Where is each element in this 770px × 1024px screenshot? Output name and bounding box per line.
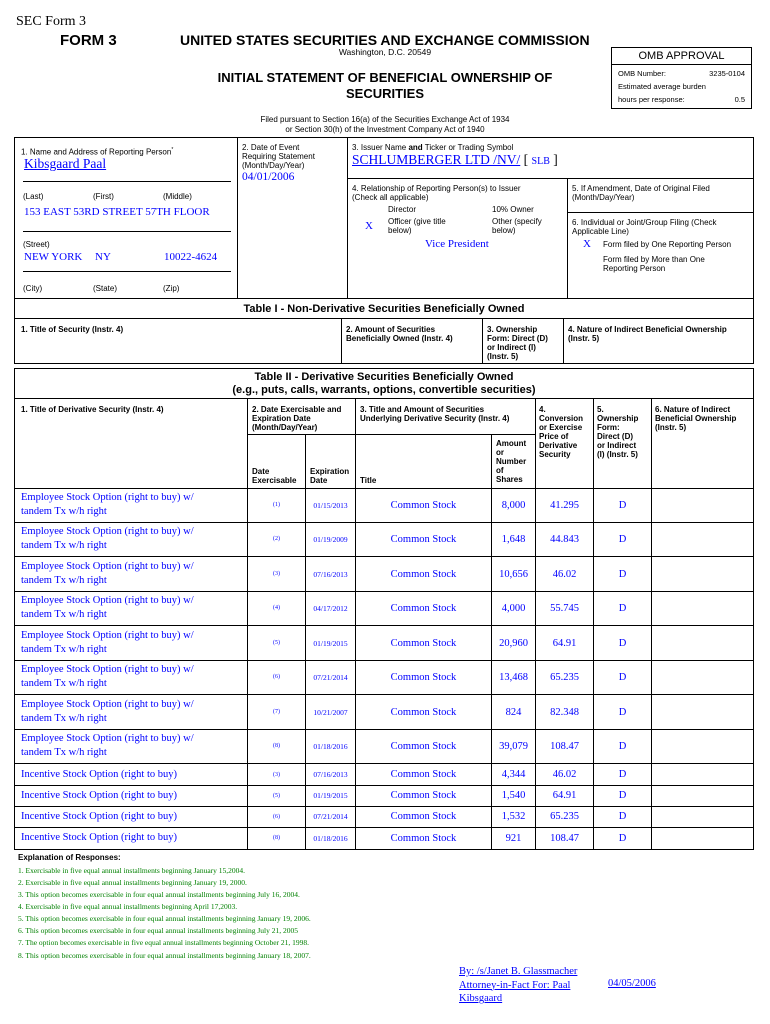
table2-title	[14, 368, 754, 399]
box3-label-and: and	[408, 143, 423, 152]
omb-number-row	[612, 67, 751, 80]
derivative-title	[15, 626, 248, 660]
date-exercisable[interactable]: (5)	[248, 626, 306, 660]
other-label	[492, 217, 542, 235]
table2-col5-l2: Ownership	[597, 414, 639, 423]
zip-value: 10022-4624	[164, 251, 218, 263]
box1-label-text: 1. Name and Address of Reporting Person	[21, 147, 172, 157]
state-value: NY	[95, 251, 111, 263]
table2-col6-l3: (Instr. 5)	[655, 423, 687, 432]
expiration-date: 01/18/2016	[306, 827, 356, 849]
box6-label-l1: 6. Individual or Joint/Group Filing (Check	[572, 218, 717, 227]
derivative-title	[15, 591, 248, 625]
explanation-heading: Explanation of Responses:	[18, 853, 121, 862]
table-row	[14, 557, 754, 592]
derivative-title-l1: Employee Stock Option (right to buy) w/	[21, 526, 194, 537]
other-label-l2: below)	[492, 226, 516, 235]
underlying-title: Common Stock	[356, 660, 492, 694]
ownership-form: D	[594, 557, 652, 591]
box2-label-l3: (Month/Day/Year)	[242, 161, 305, 170]
exercise-price: 41.295	[536, 488, 594, 522]
table2-col2-l3: (Month/Day/Year)	[252, 423, 318, 432]
footnote-6: 6. This option becomes exercisable in four equal annual installments beginning July 21, 2005	[18, 926, 299, 935]
expiration-date: 01/19/2009	[306, 522, 356, 556]
footnote-7: 7. The option becomes exercisable in five equal annual installments beginning October 21, 1998.	[18, 938, 310, 947]
middle-label: (Middle)	[163, 192, 192, 201]
table2-col3	[360, 405, 509, 423]
derivative-title-l1: Employee Stock Option (right to buy) w/	[21, 492, 194, 503]
date-exercisable[interactable]: (3)	[248, 764, 306, 785]
table2-col4-l3: or Exercise	[539, 423, 583, 432]
street-value: 153 EAST 53RD STREET 57TH FLOOR	[24, 206, 210, 218]
derivative-title-l1: Employee Stock Option (right to buy) w/	[21, 699, 194, 710]
table2-title-l2: (e.g., puts, calls, warrants, options, convertible securities)	[232, 384, 536, 396]
table1-col1: 1. Title of Security (Instr. 4)	[21, 325, 124, 334]
filed-pursuant-line1: Filed pursuant to Section 16(a) of the Securities Exchange Act of 1934	[260, 115, 510, 124]
expiration-date: 10/21/2007	[306, 695, 356, 729]
box5-label-l2: (Month/Day/Year)	[572, 193, 635, 202]
table2-col4-l2: Conversion	[539, 414, 584, 423]
table-row	[14, 827, 754, 850]
form-title-line2: SECURITIES	[345, 86, 424, 101]
expiration-date: 07/16/2013	[306, 764, 356, 785]
table2-col4-l1: 4.	[539, 405, 546, 414]
zip-label: (Zip)	[163, 284, 180, 293]
table-row	[14, 591, 754, 626]
expiration-l1: Expiration	[310, 467, 350, 476]
box5-label-l1: 5. If Amendment, Date of Original Filed	[572, 184, 710, 193]
director-label: Director	[388, 205, 417, 214]
filed-pursuant-line2: or Section 30(h) of the Investment Company Act of 1940	[285, 125, 485, 134]
street-label: (Street)	[23, 240, 50, 249]
ticker-bracket-open: [	[523, 152, 529, 167]
table2-col2-l2: Expiration Date	[252, 414, 311, 423]
nature-indirect	[652, 729, 754, 763]
amount-l1: Amount	[496, 439, 527, 448]
table2-col5-l1: 5.	[597, 405, 604, 414]
footnote-1: 1. Exercisable in five equal annual installments beginning January 15,2004.	[18, 866, 246, 875]
signature-line3: Kibsgaard	[459, 993, 503, 1004]
table2-col2-expiration	[310, 467, 349, 485]
underlying-title: Common Stock	[356, 488, 492, 522]
table2-col5-l4: Direct (D)	[597, 432, 634, 441]
table1-col4	[568, 325, 727, 343]
table1-col3-l3: or Indirect (I)	[487, 343, 536, 352]
exercise-price: 64.91	[536, 785, 594, 806]
first-label: (First)	[93, 192, 114, 201]
table2-col5-l6: (I) (Instr. 5)	[597, 450, 638, 459]
underlying-title: Common Stock	[356, 827, 492, 849]
footnote-5: 5. This option becomes exercisable in four equal annual installments beginning January 19, 2006.	[18, 914, 311, 923]
date-exercisable[interactable]: (8)	[248, 827, 306, 849]
exercise-price: 46.02	[536, 764, 594, 785]
amount-l5: Shares	[496, 475, 523, 484]
nature-indirect	[652, 764, 754, 785]
signature-line2: Attorney-in-Fact For: Paal	[459, 979, 571, 991]
table1-col3-l1: 3. Ownership	[487, 325, 538, 334]
footnote-2: 2. Exercisable in five equal annual installments beginning January 19, 2000.	[18, 878, 247, 887]
table2-col3-title: Title	[360, 476, 377, 485]
derivative-title-l2: tandem Tx w/h right	[21, 609, 107, 620]
box2-label	[242, 143, 315, 170]
form-title	[190, 70, 580, 102]
derivative-title-l1: Employee Stock Option (right to buy) w/	[21, 733, 194, 744]
footnote-3: 3. This option becomes exercisable in four equal annual installments beginning July 16, 2004.	[18, 890, 300, 899]
nature-indirect	[652, 626, 754, 660]
derivative-title-l2: tandem Tx w/h right	[21, 747, 107, 758]
omb-hours-row	[612, 93, 751, 106]
table-row	[14, 764, 754, 786]
ownership-form: D	[594, 591, 652, 625]
derivative-title-l1: Employee Stock Option (right to buy) w/	[21, 630, 194, 641]
underlying-amount: 921	[492, 827, 536, 849]
table2-col2	[252, 405, 341, 432]
ownership-form: D	[594, 764, 652, 785]
ownership-form: D	[594, 729, 652, 763]
date-exercisable[interactable]: (8)	[248, 729, 306, 763]
underlying-amount: 10,656	[492, 557, 536, 591]
table1-header	[14, 318, 754, 364]
box6-label-l2: Applicable Line)	[572, 227, 629, 236]
underlying-amount: 13,468	[492, 660, 536, 694]
table1-col3-l2: Form: Direct (D)	[487, 334, 548, 343]
date-exercisable[interactable]: (4)	[248, 591, 306, 625]
agency-location: Washington, D.C. 20549	[338, 47, 432, 57]
table2-header	[14, 398, 754, 489]
table2-title-l1: Table II - Derivative Securities Beneficially Owned	[254, 371, 514, 383]
underlying-amount: 1,648	[492, 522, 536, 556]
box1-asterisk: *	[171, 147, 174, 153]
underlying-title: Common Stock	[356, 591, 492, 625]
table2-col6-l2: Beneficial Ownership	[655, 414, 737, 423]
omb-approval-box	[611, 47, 752, 109]
derivative-title-l2: tandem Tx w/h right	[21, 506, 107, 517]
derivative-title-l2: tandem Tx w/h right	[21, 575, 107, 586]
one-person-checkbox-mark[interactable]: X	[583, 238, 591, 250]
table-row	[14, 626, 754, 661]
ownership-form: D	[594, 827, 652, 849]
derivative-title-l2: tandem Tx w/h right	[21, 678, 107, 689]
exercise-price: 65.235	[536, 660, 594, 694]
table-row	[14, 488, 754, 523]
box3-label-pre: 3. Issuer Name	[352, 143, 409, 152]
table2-col3-l1: 3. Title and Amount of Securities	[360, 405, 485, 414]
expiration-l2: Date	[310, 476, 328, 485]
expiration-date: 01/19/2015	[306, 626, 356, 660]
ticker-symbol: SLB	[531, 156, 550, 167]
omb-number-label: OMB Number:	[618, 69, 666, 78]
nature-indirect	[652, 785, 754, 806]
table2-col2-l1: 2. Date Exercisable and	[252, 405, 342, 414]
omb-hours-value: 0.5	[734, 95, 745, 104]
expiration-date: 01/15/2013	[306, 488, 356, 522]
more-persons-label	[603, 255, 705, 273]
derivative-title: Incentive Stock Option (right to buy)	[15, 806, 248, 827]
underlying-amount: 20,960	[492, 626, 536, 660]
box4-label-l2: (Check all applicable)	[352, 193, 429, 202]
date-exercisable[interactable]: (2)	[248, 522, 306, 556]
date-exercisable[interactable]: (7)	[248, 695, 306, 729]
underlying-amount: 1,532	[492, 806, 536, 827]
table2-col5	[597, 405, 638, 459]
table1-title: Table I - Non-Derivative Securities Beneficially Owned	[14, 299, 754, 319]
amount-l4: of	[496, 466, 504, 475]
more-persons-label-l1: Form filed by More than One	[603, 255, 705, 264]
box2-label-l2: Requiring Statement	[242, 152, 315, 161]
derivative-title-l2: tandem Tx w/h right	[21, 644, 107, 655]
table1-col2	[346, 325, 453, 343]
date-exercisable[interactable]: (5)	[248, 785, 306, 806]
expiration-date: 01/18/2016	[306, 729, 356, 763]
box4-label-l1: 4. Relationship of Reporting Person(s) to Issuer	[352, 184, 521, 193]
form-number: FORM 3	[60, 32, 117, 49]
underlying-title: Common Stock	[356, 764, 492, 785]
underlying-amount: 39,079	[492, 729, 536, 763]
underlying-title: Common Stock	[356, 522, 492, 556]
form-title-line1: INITIAL STATEMENT OF BENEFICIAL OWNERSHIP OF	[217, 70, 553, 85]
derivative-title	[15, 557, 248, 591]
nature-indirect	[652, 488, 754, 522]
ticker-bracket-close: ]	[553, 152, 558, 167]
derivative-title	[15, 695, 248, 729]
box5-label	[572, 184, 710, 202]
footnote-4: 4. Exercisable in five equal annual installments beginning April 17,2003.	[18, 902, 238, 911]
state-label: (State)	[93, 284, 118, 293]
officer-checkbox-mark[interactable]: X	[365, 220, 373, 232]
ten-pct-owner-label: 10% Owner	[492, 205, 534, 214]
table-row	[14, 522, 754, 557]
date-exercisable[interactable]: (3)	[248, 557, 306, 591]
table2-col2-date-exercisable	[252, 467, 296, 485]
other-label-l1: Other (specify	[492, 217, 542, 226]
table2-col4	[539, 405, 583, 459]
omb-number-value: 3235-0104	[709, 69, 745, 78]
exercise-price: 55.745	[536, 591, 594, 625]
exercise-price: 108.47	[536, 827, 594, 849]
table2-col4-l5: Derivative	[539, 441, 578, 450]
table-row	[14, 729, 754, 764]
date-exercisable[interactable]: (6)	[248, 806, 306, 827]
omb-approval-title: OMB APPROVAL	[612, 48, 751, 65]
table-row	[14, 806, 754, 828]
amount-l2: or	[496, 448, 504, 457]
underlying-title: Common Stock	[356, 806, 492, 827]
ownership-form: D	[594, 806, 652, 827]
more-persons-label-l2: Reporting Person	[603, 264, 666, 273]
table2-col5-l5: or Indirect	[597, 441, 637, 450]
city-label: (City)	[23, 284, 43, 293]
nature-indirect	[652, 806, 754, 827]
date-exercisable[interactable]: (1)	[248, 488, 306, 522]
nature-indirect	[652, 660, 754, 694]
officer-title: Vice President	[425, 238, 489, 250]
one-person-label: Form filed by One Reporting Person	[603, 240, 732, 249]
nature-indirect	[652, 557, 754, 591]
nature-indirect	[652, 522, 754, 556]
nature-indirect	[652, 695, 754, 729]
amount-l3: Number	[496, 457, 527, 466]
table2-col4-l4: Price of	[539, 432, 569, 441]
omb-burden-row	[612, 80, 751, 93]
event-date: 04/01/2006	[242, 171, 295, 183]
underlying-amount: 8,000	[492, 488, 536, 522]
box4-label	[352, 184, 521, 202]
nature-indirect	[652, 827, 754, 849]
omb-burden-label: Estimated average burden	[618, 82, 706, 91]
box3-label-post: Ticker or Trading Symbol	[422, 143, 514, 152]
underlying-amount: 1,540	[492, 785, 536, 806]
ownership-form: D	[594, 660, 652, 694]
city-value: NEW YORK	[24, 251, 83, 263]
exercise-price: 64.91	[536, 626, 594, 660]
exercise-price: 108.47	[536, 729, 594, 763]
date-exercisable[interactable]: (6)	[248, 660, 306, 694]
table1-col2-l1: 2. Amount of Securities	[346, 325, 436, 334]
underlying-amount: 4,000	[492, 591, 536, 625]
underlying-title: Common Stock	[356, 626, 492, 660]
table2-col5-l3: Form:	[597, 423, 620, 432]
nature-indirect	[652, 591, 754, 625]
omb-hours-label: hours per response:	[618, 95, 685, 104]
exercise-price: 82.348	[536, 695, 594, 729]
reporting-person-name[interactable]: Kibsgaard Paal	[24, 156, 107, 171]
table-row	[14, 785, 754, 807]
table-row	[14, 695, 754, 730]
date-exercisable-l2: Exercisable	[252, 476, 297, 485]
expiration-date: 04/17/2012	[306, 591, 356, 625]
derivative-title	[15, 522, 248, 556]
derivative-title-l2: tandem Tx w/h right	[21, 713, 107, 724]
table1-col4-l2: (Instr. 5)	[568, 334, 600, 343]
expiration-date: 07/16/2013	[306, 557, 356, 591]
signature-block	[459, 965, 577, 1006]
last-label: (Last)	[23, 192, 44, 201]
derivative-title-l2: tandem Tx w/h right	[21, 540, 107, 551]
sec-form-label: SEC Form 3	[16, 14, 87, 29]
expiration-date: 01/19/2015	[306, 785, 356, 806]
underlying-title: Common Stock	[356, 729, 492, 763]
table1-col2-l2: Beneficially Owned (Instr. 4)	[346, 334, 453, 343]
derivative-title	[15, 729, 248, 763]
derivative-title: Incentive Stock Option (right to buy)	[15, 785, 248, 806]
derivative-title: Incentive Stock Option (right to buy)	[15, 764, 248, 785]
table1-col3-l4: (Instr. 5)	[487, 352, 519, 361]
ownership-form: D	[594, 626, 652, 660]
ownership-form: D	[594, 785, 652, 806]
date-exercisable-l1: Date	[252, 467, 270, 476]
derivative-title-l1: Employee Stock Option (right to buy) w/	[21, 595, 194, 606]
table2-col3-l2: Underlying Derivative Security (Instr. 4)	[360, 414, 510, 423]
underlying-title: Common Stock	[356, 557, 492, 591]
ownership-form: D	[594, 488, 652, 522]
officer-label-l1: Officer (give title	[388, 217, 446, 226]
expiration-date: 07/21/2014	[306, 660, 356, 694]
filed-pursuant	[190, 115, 580, 135]
box2-label-l1: 2. Date of Event	[242, 143, 300, 152]
exercise-price: 65.235	[536, 806, 594, 827]
expiration-date: 07/21/2014	[306, 806, 356, 827]
underlying-amount: 824	[492, 695, 536, 729]
table2-col1: 1. Title of Derivative Security (Instr. 4)	[21, 405, 164, 414]
table1-col4-l1: 4. Nature of Indirect Beneficial Ownership	[568, 325, 727, 334]
issuer-name[interactable]: SCHLUMBERGER LTD /NV/	[352, 152, 521, 167]
box6-label	[572, 218, 717, 236]
table-row	[14, 660, 754, 695]
table2-col6	[655, 405, 736, 432]
officer-label	[388, 217, 446, 235]
agency-name: UNITED STATES SECURITIES AND EXCHANGE COMMISSION	[180, 32, 590, 48]
ownership-form: D	[594, 695, 652, 729]
underlying-title: Common Stock	[356, 695, 492, 729]
officer-label-l2: below)	[388, 226, 412, 235]
exercise-price: 44.843	[536, 522, 594, 556]
derivative-title	[15, 488, 248, 522]
signature-line1: By: /s/Janet B. Glassmacher	[459, 966, 578, 977]
derivative-title: Incentive Stock Option (right to buy)	[15, 827, 248, 849]
underlying-title: Common Stock	[356, 785, 492, 806]
derivative-title-l1: Employee Stock Option (right to buy) w/	[21, 561, 194, 572]
underlying-amount: 4,344	[492, 764, 536, 785]
table2-col4-l6: Security	[539, 450, 571, 459]
ownership-form: D	[594, 522, 652, 556]
reporting-info-box	[14, 137, 754, 299]
signature-date: 04/05/2006	[608, 978, 656, 989]
derivative-title	[15, 660, 248, 694]
issuer-line	[352, 152, 558, 168]
exercise-price: 46.02	[536, 557, 594, 591]
derivative-title-l1: Employee Stock Option (right to buy) w/	[21, 664, 194, 675]
table1-col3	[487, 325, 548, 361]
box3-label	[352, 143, 513, 152]
table2-col3-amount	[496, 439, 526, 484]
footnote-8: 8. This option becomes exercisable in four equal annual installments beginning January 18, 2007.	[18, 951, 311, 960]
table2-col6-l1: 6. Nature of Indirect	[655, 405, 731, 414]
